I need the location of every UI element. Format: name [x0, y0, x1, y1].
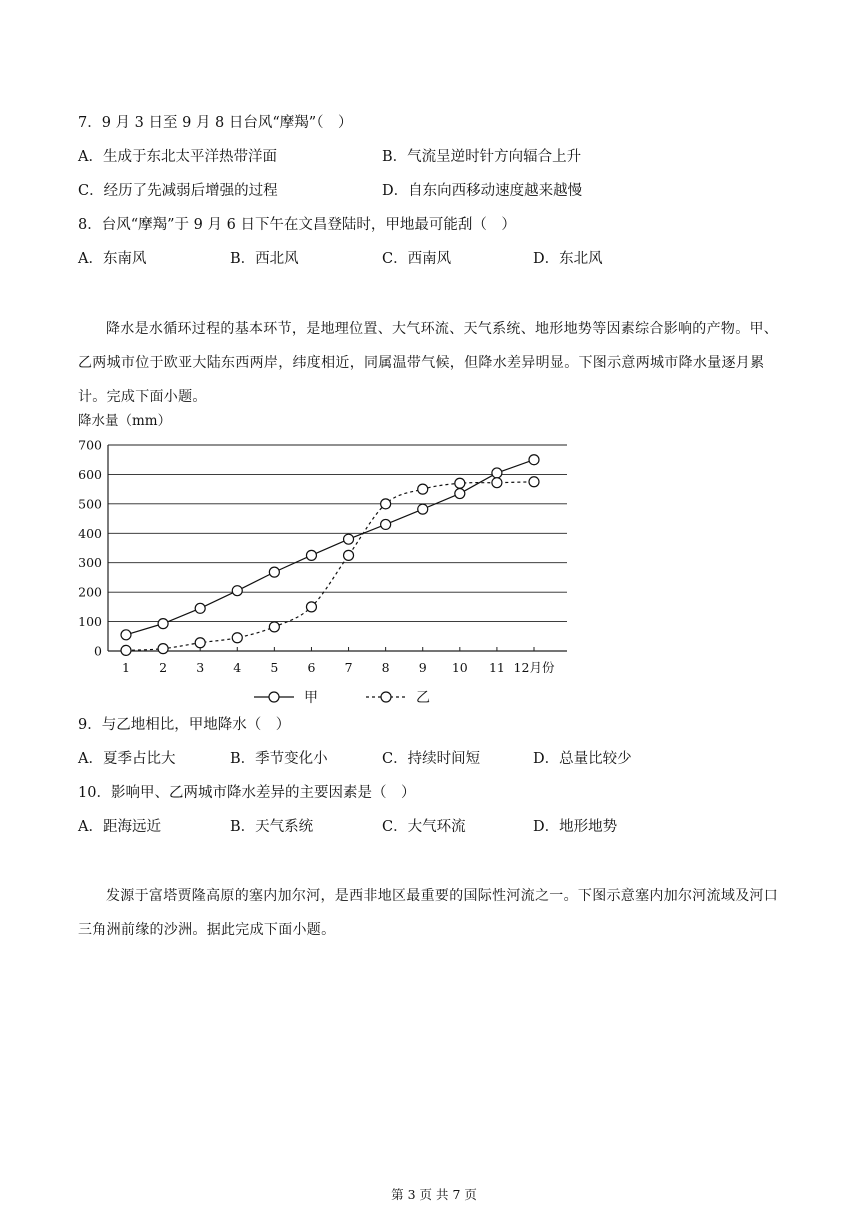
series-yi-point [418, 484, 428, 494]
series-jia-point [418, 504, 428, 514]
series-jia-point [269, 567, 279, 577]
question-7-option-d: D．自东向西移动速度越来越慢 [382, 183, 583, 199]
y-tick-label: 400 [78, 525, 102, 541]
legend-label: 乙 [416, 690, 430, 706]
x-tick-label: 2 [159, 660, 168, 675]
question-7-option-a: A．生成于东北太平洋热带洋面 [78, 149, 277, 165]
legend-marker [381, 692, 391, 702]
x-tick-label: 11 [488, 660, 505, 675]
series-yi-point [269, 622, 279, 632]
question-10-stem: 10．影响甲、乙两城市降水差异的主要因素是（ ） [78, 785, 416, 801]
series-jia-line [126, 460, 534, 635]
page-footer: 第 3 页 共 7 页 [391, 1187, 477, 1202]
question-7-stem: 7．9 月 3 日至 9 月 8 日台风“摩羯”（ ） [78, 115, 353, 131]
x-tick-label: 8 [381, 660, 390, 675]
y-axis-label: 降水量（mm） [78, 413, 172, 429]
question-8-option-d: D．东北风 [533, 251, 603, 267]
x-tick-label: 9 [418, 660, 427, 675]
question-9-option-c: C．持续时间短 [382, 751, 481, 767]
series-jia-point [158, 619, 168, 629]
question-8-stem: 8．台风“摩羯”于 9 月 6 日下午在文昌登陆时，甲地最可能刮（ ） [78, 217, 516, 233]
y-tick-label: 500 [78, 496, 102, 512]
question-7-option-c: C．经历了先减弱后增强的过程 [78, 183, 278, 199]
question-8-option-b: B．西北风 [230, 251, 299, 267]
legend-item-yi [366, 690, 430, 706]
series-jia-point [344, 534, 354, 544]
question-10-option-a: A．距海远近 [78, 819, 161, 835]
x-tick-label: 3 [196, 660, 205, 675]
question-8-option-c: C．西南风 [382, 251, 452, 267]
series-yi-point [232, 633, 242, 643]
series-yi-point [344, 550, 354, 560]
legend-label: 甲 [304, 690, 318, 706]
series-yi-point [381, 499, 391, 509]
x-tick-label: 4 [233, 660, 242, 675]
y-tick-label: 300 [78, 555, 102, 571]
question-9-option-d: D．总量比较少 [533, 751, 632, 767]
question-10-option-c: C．大气环流 [382, 819, 466, 835]
precipitation-cumulative-chart [78, 408, 598, 708]
legend-item-jia [254, 690, 318, 706]
series-jia-point [381, 519, 391, 529]
series-jia-point [232, 586, 242, 596]
passage-precipitation: 降水是水循环过程的基本环节，是地理位置、大气环流、天气系统、地形地势等因素综合影响的产物。甲、乙两城市位于欧亚大陆东西两岸，纬度相近，同属温带气候，但降水差异明显。下图示意两城市降水量逐月累计。完成下面小题。 [78, 321, 779, 405]
series-yi-line [126, 482, 534, 651]
series-jia-point [455, 489, 465, 499]
series-jia-point [306, 550, 316, 560]
series-jia-point [121, 630, 131, 640]
series-yi-point [306, 602, 316, 612]
series-yi-point [121, 645, 131, 655]
x-tick-label: 12月份 [513, 660, 555, 675]
y-tick-label: 600 [78, 466, 102, 482]
x-tick-label: 1 [122, 660, 130, 675]
question-7-option-b: B．气流呈逆时针方向辐合上升 [382, 149, 582, 165]
x-tick-label: 5 [270, 660, 279, 675]
y-tick-label: 200 [78, 584, 102, 600]
question-9-stem: 9．与乙地相比，甲地降水（ ） [78, 717, 291, 733]
series-jia-point [529, 455, 539, 465]
y-tick-label: 700 [78, 437, 102, 453]
legend-marker [269, 692, 279, 702]
series-jia-point [195, 603, 205, 613]
x-tick-label: 10 [451, 660, 468, 675]
y-tick-label: 0 [94, 643, 102, 659]
question-10-option-b: B．天气系统 [230, 819, 314, 835]
question-9-option-b: B．季节变化小 [230, 751, 328, 767]
x-tick-label: 6 [307, 660, 316, 675]
question-9-option-a: A．夏季占比大 [78, 751, 176, 767]
series-yi-point [158, 644, 168, 654]
passage-senegal-river: 发源于富塔贾隆高原的塞内加尔河，是西非地区最重要的国际性河流之一。下图示意塞内加尔河流域及河口三角洲前缘的沙洲。据此完成下面小题。 [78, 888, 779, 938]
series-yi-point [195, 638, 205, 648]
x-tick-label: 7 [344, 660, 353, 675]
series-yi-point [492, 478, 502, 488]
question-10-option-d: D．地形地势 [533, 819, 618, 835]
series-jia-point [492, 468, 502, 478]
y-tick-label: 100 [78, 614, 102, 630]
series-yi-point [455, 478, 465, 488]
series-yi-point [529, 477, 539, 487]
question-8-option-a: A．东南风 [78, 251, 147, 267]
